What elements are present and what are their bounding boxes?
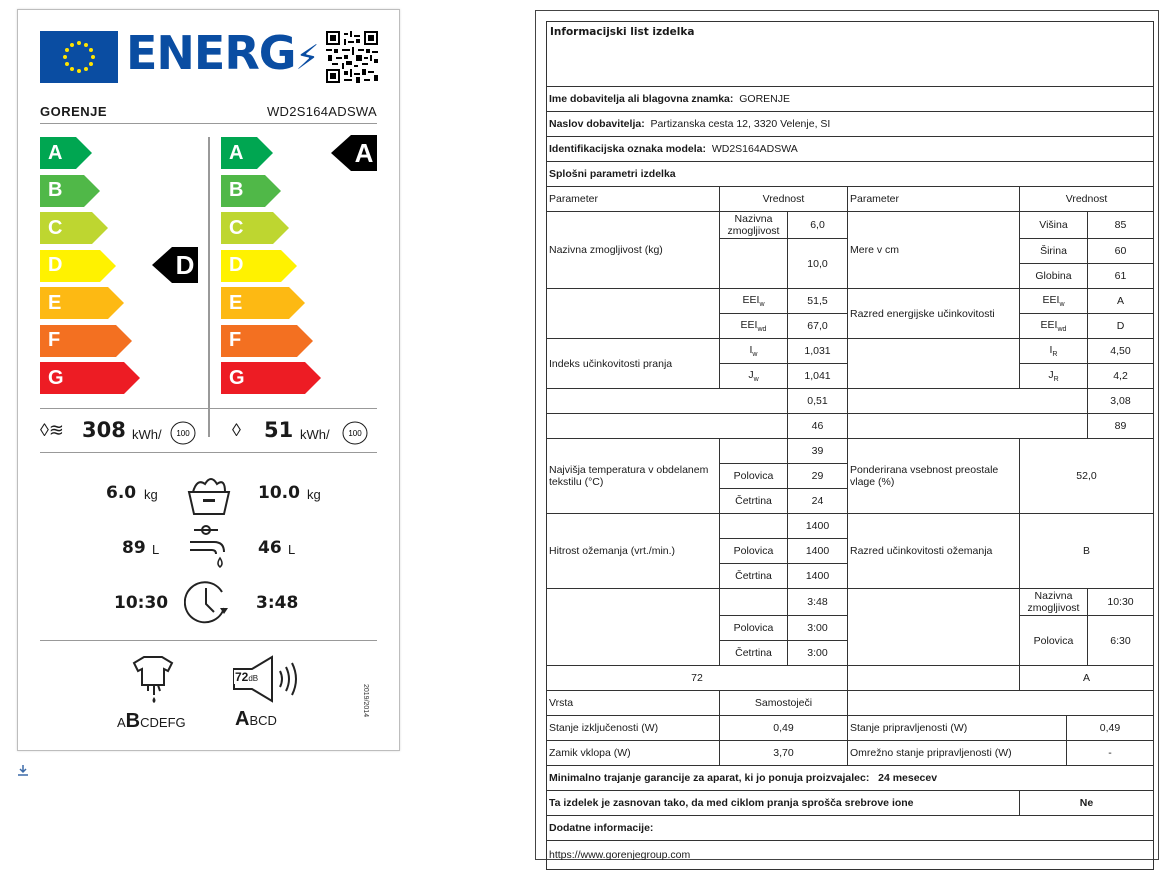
water-unit: L (288, 542, 296, 557)
scale-letter: G (221, 362, 305, 394)
off-mode-value: 0,49 (720, 716, 848, 741)
network-standby-label: Omrežno stanje pripravljenosti (W) (848, 741, 1067, 766)
energy-unit: kWh/ (300, 427, 330, 442)
rated-capacity-sub: Nazivna zmogljivost (720, 212, 788, 239)
delay-start-value: 3,70 (720, 741, 848, 766)
duration-wd-full-value: 10:30 (1088, 589, 1154, 616)
scale-bar-b (221, 175, 281, 207)
divider (40, 452, 377, 453)
cycles-badge-text: 100 (176, 429, 190, 438)
divider (208, 137, 210, 437)
wash-dry-icon: ◊≋ (40, 420, 64, 440)
scale-letter: E (221, 287, 289, 319)
scale-bar-a (40, 137, 92, 169)
half-load-label: Polovica (720, 464, 788, 489)
scale-letter: B (40, 175, 84, 207)
noise-value: 72dB (235, 670, 259, 684)
quarter-load-label: Četrtina (720, 641, 788, 666)
ir-label: $I_R$ (1020, 339, 1088, 364)
height-label: Višina (1020, 212, 1088, 239)
height-value: 85 (1088, 212, 1154, 239)
eeiw-label: $EEI_w$ (720, 289, 788, 314)
supplier-name: GORENJE (40, 104, 108, 119)
param-header: Parameter (547, 187, 720, 212)
spin-half-value: 1400 (788, 539, 848, 564)
spin-class-label: Razred učinkovitosti ožemanja (848, 514, 1020, 589)
scale-letter: A (221, 137, 257, 169)
wash-icon: ◊ (232, 420, 241, 440)
width-label: Širina (1020, 239, 1088, 264)
scale-bar-d (221, 250, 297, 282)
jw-value: 1,041 (788, 364, 848, 389)
type-label: Vrsta (547, 691, 720, 716)
eeiwd-value: 67,0 (788, 314, 848, 339)
warranty-row: Minimalno trajanje garancije za aparat, ki jo ponuja proizvajalec: 24 mesecev (547, 766, 1154, 791)
download-icon[interactable] (17, 764, 29, 776)
scale-letter: B (221, 175, 265, 207)
max-temp-label: Najvišja temperatura v obdelanem tekstilu (°C) (547, 439, 720, 514)
energy-w-value: 0,51 (788, 389, 848, 414)
energy-wd-value: 3,08 (1088, 389, 1154, 414)
scale-bar-d (40, 250, 116, 282)
cycles-badge-icon (168, 420, 198, 446)
scale-bar-c (40, 212, 108, 244)
info-table (546, 21, 1154, 870)
sheet-title: Informacijski list izdelka (547, 22, 1154, 87)
duration-half-value: 3:00 (788, 616, 848, 641)
spin-quarter-value: 1400 (788, 564, 848, 589)
moisture-label: Ponderirana vsebnost preostale vlage (%) (848, 439, 1020, 514)
value-header: Vrednost (1020, 187, 1154, 212)
eeiw-value: 51,5 (788, 289, 848, 314)
model-id: WD2S164ADSWA (266, 104, 377, 119)
capacity-unit: kg (144, 487, 158, 502)
scale-bar-e (40, 287, 124, 319)
off-mode-label: Stanje izključenosti (W) (547, 716, 720, 741)
water-unit: L (152, 542, 160, 557)
scale-bar-f (40, 325, 132, 357)
capacity-dry-value: 10,0 (788, 239, 848, 289)
water-wd-value: 89 (1088, 414, 1154, 439)
capacity-wash-value: 6,0 (788, 212, 848, 239)
eec-w-value: A (1088, 289, 1154, 314)
scale-bar-g (221, 362, 321, 394)
scale-letter: C (221, 212, 273, 244)
param-header: Parameter (848, 187, 1020, 212)
standby-value: 0,49 (1067, 716, 1154, 741)
scale-bar-e (221, 287, 305, 319)
eec-wd-value: D (1088, 314, 1154, 339)
model-row: Identifikacijska oznaka modela: WD2S164ADSWA (547, 137, 1154, 162)
product-information-sheet (535, 10, 1159, 860)
energy-wash-value: 51 (264, 418, 294, 442)
qr-code-icon (326, 31, 378, 83)
supplier-row: Ime dobavitelja ali blagovna znamka: GORENJE (547, 87, 1154, 112)
spin-speed-label: Hitrost ožemanja (vrt./min.) (547, 514, 720, 589)
duration-full-value: 3:48 (788, 589, 848, 616)
eec-w-label: $EEI_w$ (1020, 289, 1088, 314)
laundry-basket-icon (183, 472, 235, 516)
iw-value: 1,031 (788, 339, 848, 364)
duration-quarter-value: 3:00 (788, 641, 848, 666)
scale-letter: G (40, 362, 124, 394)
temp-full-value: 39 (788, 439, 848, 464)
scale-letter: D (40, 250, 100, 282)
eu-flag-icon (40, 31, 118, 83)
scale-letter: F (40, 325, 116, 357)
cycles-badge-icon (340, 420, 370, 446)
water-wash: 46 (258, 538, 282, 558)
cycles-badge-text: 100 (348, 429, 362, 438)
scale-bar-c (221, 212, 289, 244)
rated-capacity-sub: Nazivna zmogljivost (1020, 589, 1088, 616)
energy-wordmark: ENERG⚡ (126, 26, 319, 80)
depth-label: Globina (1020, 264, 1088, 289)
delay-start-label: Zamik vklopa (W) (547, 741, 720, 766)
scale-bar-g (40, 362, 140, 394)
value-header: Vrednost (720, 187, 848, 212)
water-tap-icon (186, 524, 234, 570)
capacity-wash-dry: 6.0 (106, 483, 137, 503)
temp-half-value: 29 (788, 464, 848, 489)
duration-wd-half-value: 6:30 (1088, 616, 1154, 666)
water-wash-dry: 89 (122, 538, 146, 558)
wash-efficiency-label: Indeks učinkovitosti pranja (547, 339, 720, 389)
rated-capacity-label: Nazivna zmogljivost (kg) (547, 212, 720, 289)
capacity-unit: kg (307, 487, 321, 502)
website-url[interactable]: https://www.gorenjegroup.com (547, 841, 1154, 870)
energy-wash-dry-value: 308 (82, 418, 126, 442)
wash-dry-class-marker: D (152, 247, 198, 283)
spin-class-value: B (1020, 514, 1154, 589)
silver-ions-label: Ta izdelek je zasnovan tako, da med ciklom pranja sprošča srebrove ione (547, 791, 1020, 816)
half-load-label: Polovica (1020, 616, 1088, 666)
water-w-value: 46 (788, 414, 848, 439)
quarter-load-label: Četrtina (720, 564, 788, 589)
scale-letter: A (40, 137, 76, 169)
spin-class-scale: ABCDEFG (117, 710, 186, 732)
network-standby-value: - (1067, 741, 1154, 766)
energy-class-label: Razred energijske učinkovitosti (848, 289, 1020, 339)
additional-info-label: Dodatne informacije: (547, 816, 1154, 841)
eeiwd-label: $EEI_{wd}$ (720, 314, 788, 339)
temp-quarter-value: 24 (788, 489, 848, 514)
divider (40, 408, 377, 409)
noise-class-scale: ABCD (235, 708, 277, 730)
scale-bar-a (221, 137, 273, 169)
width-value: 60 (1088, 239, 1154, 264)
iw-label: $I_w$ (720, 339, 788, 364)
moisture-value: 52,0 (1020, 439, 1154, 514)
silver-ions-value: Ne (1020, 791, 1154, 816)
duration-wash: 3:48 (256, 593, 299, 613)
capacity-wash: 10.0 (258, 483, 300, 503)
jr-label: $J_R$ (1020, 364, 1088, 389)
divider (40, 640, 377, 641)
energy-label (17, 9, 400, 751)
duration-wash-dry: 10:30 (114, 593, 169, 613)
scale-bar-b (40, 175, 100, 207)
divider (40, 123, 377, 124)
scale-letter: F (221, 325, 297, 357)
address-row: Naslov dobavitelja: Partizanska cesta 12, 3320 Velenje, SI (547, 112, 1154, 137)
eec-wd-label: $EEI_{wd}$ (1020, 314, 1088, 339)
scale-letter: C (40, 212, 92, 244)
half-load-label: Polovica (720, 539, 788, 564)
jr-value: 4,2 (1088, 364, 1154, 389)
spin-full-value: 1400 (788, 514, 848, 539)
regulation-number: 2019/2014 (362, 684, 369, 718)
standby-label: Stanje pripravljenosti (W) (848, 716, 1067, 741)
ir-value: 4,50 (1088, 339, 1154, 364)
wash-class-marker: A (331, 135, 377, 171)
noise-class-value: A (1020, 666, 1154, 691)
type-value: Samostoječi (720, 691, 848, 716)
depth-value: 61 (1088, 264, 1154, 289)
jw-label: $J_w$ (720, 364, 788, 389)
half-load-label: Polovica (720, 616, 788, 641)
quarter-load-label: Četrtina (720, 489, 788, 514)
general-params-heading: Splošni parametri izdelka (547, 162, 1154, 187)
scale-letter: D (221, 250, 281, 282)
dimensions-label: Mere v cm (848, 212, 1020, 289)
energy-unit: kWh/ (132, 427, 162, 442)
scale-letter: E (40, 287, 108, 319)
scale-bar-f (221, 325, 313, 357)
spin-drying-icon (128, 655, 178, 703)
noise-value: 72 (547, 666, 848, 691)
clock-icon (184, 578, 234, 626)
